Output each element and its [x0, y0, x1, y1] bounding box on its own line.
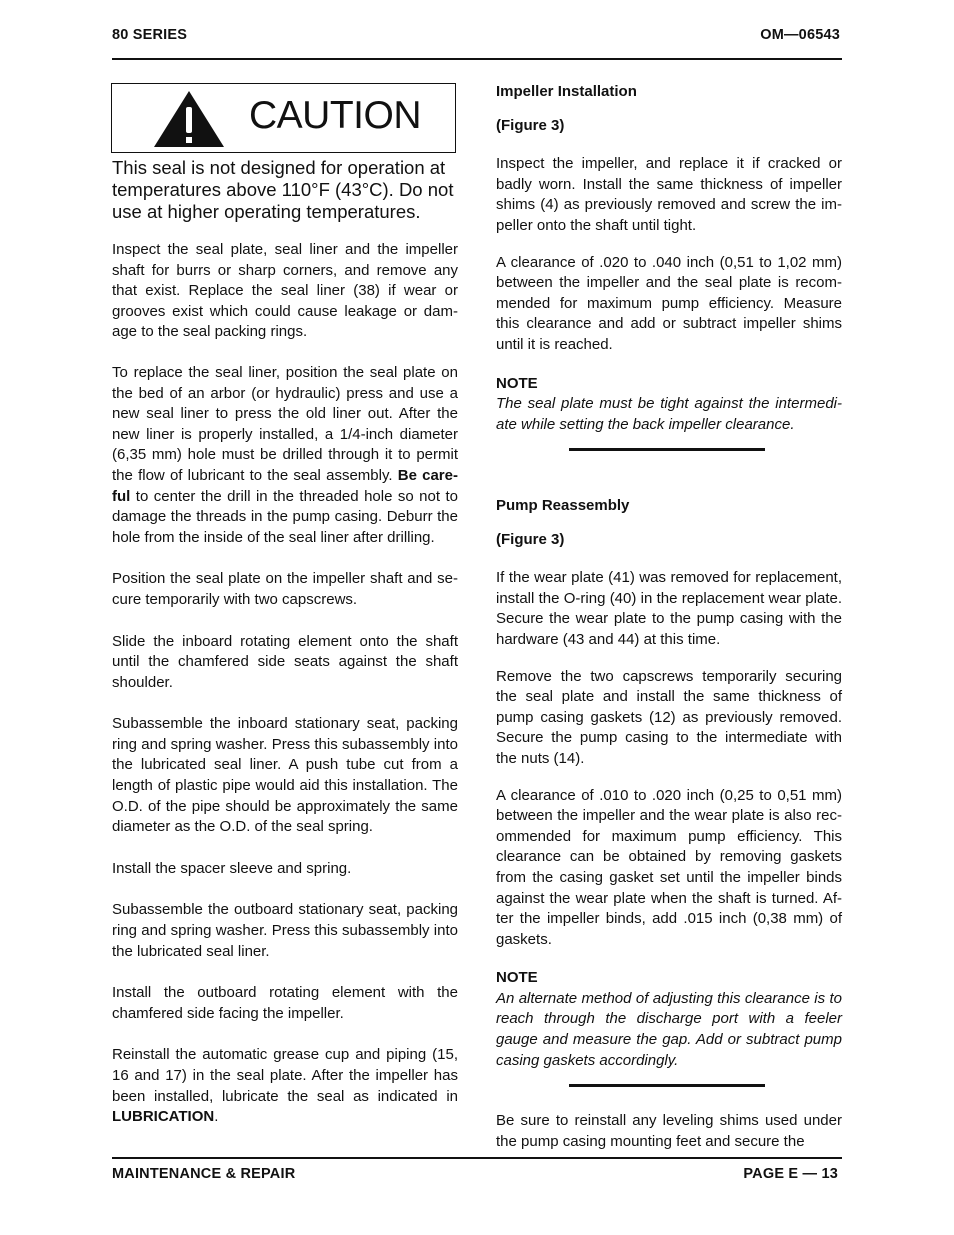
paragraph: Remove the two capscrews temporarily securing the seal plate and install the same thickness of pump casing gaskets (12) as previously removed. Secure the pump casing to the intermediate with the nuts (14).: [496, 667, 842, 767]
caution-box: [111, 83, 456, 153]
header-doc-number: OM—06543: [760, 27, 840, 43]
footer-rule: [112, 1157, 842, 1159]
warning-triangle-icon: [152, 89, 226, 149]
right-column: [496, 82, 842, 435]
paragraph: Reinstall the automatic grease cup and piping (15, 16 and 17) in the seal plate. After the impeller has been installed, lubricate the seal as indicated in LUBRICATION.: [112, 1046, 458, 1126]
footer-section: MAINTENANCE & REPAIR: [112, 1166, 296, 1182]
header-rule: [112, 58, 842, 60]
paragraph: Inspect the seal plate, seal liner and the impeller shaft for burrs or sharp corners, and remove any that exist. Replace the seal liner (38) if wear or grooves exist which could cause leakage or damage to the seal packing rings.: [112, 241, 458, 341]
note-body: An alternate method of adjusting this clearance is to reach through the discharge port with a feeler gauge and measure the gap. Add or subtract pump casing gaskets accordingly.: [496, 989, 842, 1069]
note-body: The seal plate must be tight against the intermediate while setting the back impeller clearance.: [496, 395, 842, 433]
paragraph: Subassemble the inboard stationary seat, packing ring and spring washer. Press this subassembly into the lubricated seal liner. A push tube cut from a length of plastic pipe would aid this installation. The O.D. of the pipe should be approximately the same diameter as the O.D. of the seal spring.: [112, 715, 458, 836]
section-title: Impeller Installation: [496, 83, 637, 100]
paragraph: To replace the seal liner, position the seal plate on the bed of an arbor (or hydraulic) press and use a new seal liner to press the old liner out. After the new liner is properly installed, a 1/4-inch diameter (6,35 mm) hole must be drilled through it to permit the flow of lubricant to the seal assembly. Be careful to center the drill in the threaded hole so not to damage the threads in the pump casing. Deburr the hole from the inside of the seal liner after drilling.: [112, 363, 458, 546]
paragraph: A clearance of .020 to .040 inch (0,51 to 1,02 mm) between the impeller and the seal plate is recommended for maximum pump efficiency. Measure this clearance and add or subtract impeller shims until it is reached.: [496, 253, 842, 353]
note-rule: [569, 1084, 765, 1087]
paragraph: Install the outboard rotating element with the chamfered side facing the impeller.: [112, 984, 458, 1022]
footer-page-number: PAGE E — 13: [743, 1166, 838, 1182]
section-title: Pump Reassembly: [496, 497, 630, 514]
note-heading: NOTE: [496, 374, 538, 392]
figure-ref: (Figure 3): [496, 530, 565, 548]
right-column-tail: [496, 1111, 842, 1152]
left-column: [112, 240, 458, 1128]
header-series: 80 SERIES: [112, 27, 188, 43]
paragraph: A clearance of .010 to .020 inch (0,25 to 0,51 mm) between the impeller and the wear plate is also recommended for maximum pump efficiency. This clearance can be obtained by removing gaskets from the casing gasket set until the impeller binds against the wear plate when the shaft is turned. After the impeller binds, add .015 inch (0,38 mm) of gaskets.: [496, 786, 842, 948]
note-heading: NOTE: [496, 969, 538, 987]
paragraph: Be sure to reinstall any leveling shims used under the pump casing mounting feet and secure the: [496, 1112, 842, 1150]
paragraph: If the wear plate (41) was removed for replacement, install the O-ring (40) in the replacement wear plate. Secure the wear plate to the pump casing with the hardware (43 and 44) at this time.: [496, 569, 842, 648]
paragraph: Subassemble the outboard stationary seat, packing ring and spring washer. Press this subassembly into the lubricated seal liner.: [112, 901, 458, 960]
note-rule: [569, 448, 765, 451]
figure-ref: (Figure 3): [496, 116, 565, 134]
paragraph: Slide the inboard rotating element onto the shaft until the chamfered side seats against the shaft shoulder.: [112, 632, 458, 691]
caution-text: This seal is not designed for operation at temperatures above 110°F (43°C). Do not use at higher operating temperatures.: [112, 157, 454, 222]
paragraph: Position the seal plate on the impeller shaft and secure temporarily with two capscrews.: [112, 570, 458, 608]
right-column-lower: [496, 496, 842, 1071]
paragraph: Install the spacer sleeve and spring.: [112, 859, 352, 877]
paragraph: Inspect the impeller, and replace it if cracked or badly worn. Install the same thickness of impeller shims (4) as previously removed and screw the impeller onto the shaft until tight.: [496, 155, 842, 234]
caution-label: CAUTION: [249, 94, 421, 137]
